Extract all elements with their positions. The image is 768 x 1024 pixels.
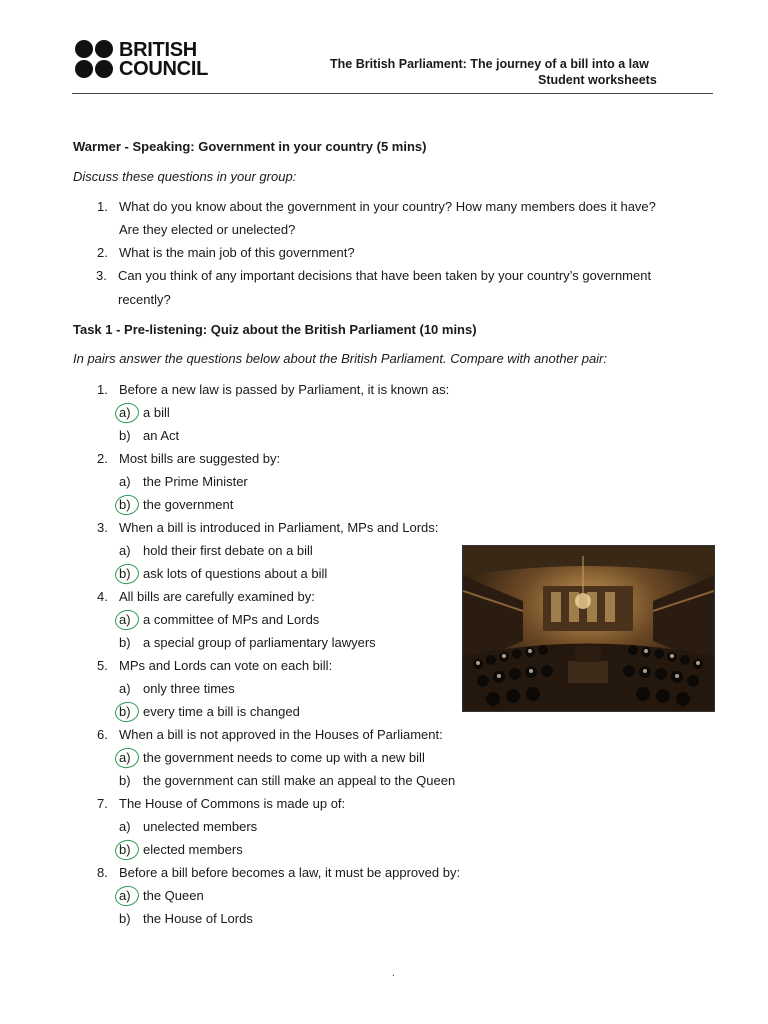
answer-circle-mark xyxy=(113,700,141,725)
quiz-option-text: the Prime Minister xyxy=(143,474,248,489)
answer-circle-mark xyxy=(113,401,141,426)
question-text: What is the main job of this government? xyxy=(119,245,355,260)
quiz-option-text: a special group of parliamentary lawyers xyxy=(143,635,376,650)
quiz-option-letter: a) xyxy=(119,750,131,765)
quiz-option-letter: a) xyxy=(119,405,131,420)
quiz-question-number: 5. xyxy=(97,658,108,673)
logo-dots-icon xyxy=(75,40,115,80)
quiz-question-text: All bills are carefully examined by: xyxy=(119,589,315,604)
quiz-question-number: 7. xyxy=(97,796,108,811)
quiz-question-text: When a bill is not approved in the Houses of Parliament: xyxy=(119,727,443,742)
quiz-question-number: 3. xyxy=(97,520,108,535)
logo-text-line1: BRITISH xyxy=(119,39,197,61)
quiz-option-letter: a) xyxy=(119,888,131,903)
answer-circle-mark xyxy=(113,746,141,771)
header-divider xyxy=(72,93,713,94)
quiz-option-letter: b) xyxy=(119,635,131,650)
quiz-question-number: 1. xyxy=(97,382,108,397)
logo-text-line2: COUNCIL xyxy=(119,58,209,80)
parliament-chamber-photo xyxy=(462,545,715,712)
quiz-option-letter: b) xyxy=(119,566,131,581)
quiz-question-number: 6. xyxy=(97,727,108,742)
question-number: 2. xyxy=(97,245,108,260)
quiz-option-letter: b) xyxy=(119,428,131,443)
task1-heading: Task 1 - Pre-listening: Quiz about the British Parliament (10 mins) xyxy=(73,322,477,337)
quiz-question-number: 8. xyxy=(97,865,108,880)
quiz-option-letter: b) xyxy=(119,773,131,788)
quiz-option-text: a bill xyxy=(143,405,170,420)
quiz-option-letter: a) xyxy=(119,819,131,834)
quiz-option-text: an Act xyxy=(143,428,180,443)
british-council-logo xyxy=(75,40,225,80)
quiz-option-letter: a) xyxy=(119,612,131,627)
quiz-question-text: The House of Commons is made up of: xyxy=(119,796,346,811)
answer-circle-mark xyxy=(113,838,141,863)
answer-circle-mark xyxy=(113,562,141,587)
answer-circle-mark xyxy=(113,493,141,518)
task1-instruction: In pairs answer the questions below about the British Parliament. Compare with another pair: xyxy=(73,351,608,366)
quiz-option-text: only three times xyxy=(143,681,235,696)
document-subtitle: Student worksheets xyxy=(538,73,657,87)
quiz-option-letter: b) xyxy=(119,842,131,857)
quiz-option-text: unelected members xyxy=(143,819,258,834)
quiz-question-number: 4. xyxy=(97,589,108,604)
question-text-continued: Are they elected or unelected? xyxy=(119,222,296,237)
quiz-option-text: the House of Lords xyxy=(143,911,253,926)
quiz-option-letter: a) xyxy=(119,681,131,696)
quiz-question-text: Before a new law is passed by Parliament, it is known as: xyxy=(119,382,450,397)
document-title: The British Parliament: The journey of a bill into a law xyxy=(330,57,649,71)
question-text-continued: recently? xyxy=(118,292,171,307)
question-text: What do you know about the government in your country? How many members does it have? xyxy=(119,199,656,214)
quiz-option-letter: b) xyxy=(119,911,131,926)
quiz-option-letter: b) xyxy=(119,704,131,719)
quiz-option-text: a committee of MPs and Lords xyxy=(143,612,320,627)
answer-circle-mark xyxy=(113,608,141,633)
warmer-instruction: Discuss these questions in your group: xyxy=(73,169,297,184)
quiz-option-text: the government needs to come up with a new bill xyxy=(143,750,425,765)
question-number: 1. xyxy=(97,199,108,214)
quiz-option-text: the government xyxy=(143,497,234,512)
answer-circle-mark xyxy=(113,884,141,909)
quiz-question-text: Most bills are suggested by: xyxy=(119,451,281,466)
question-number: 3. xyxy=(96,268,107,283)
quiz-option-text: hold their first debate on a bill xyxy=(143,543,313,558)
quiz-option-letter: a) xyxy=(119,543,131,558)
quiz-option-text: elected members xyxy=(143,842,243,857)
quiz-option-text: the government can still make an appeal to the Queen xyxy=(143,773,456,788)
quiz-question-text: MPs and Lords can vote on each bill: xyxy=(119,658,333,673)
quiz-option-text: ask lots of questions about a bill xyxy=(143,566,328,581)
quiz-question-text: When a bill is introduced in Parliament, MPs and Lords: xyxy=(119,520,439,535)
quiz-question-number: 2. xyxy=(97,451,108,466)
warmer-heading: Warmer - Speaking: Government in your country (5 mins) xyxy=(73,139,427,154)
quiz-question-text: Before a bill before becomes a law, it must be approved by: xyxy=(119,865,461,880)
quiz-option-letter: b) xyxy=(119,497,131,512)
quiz-option-text: the Queen xyxy=(143,888,204,903)
quiz-option-text: every time a bill is changed xyxy=(143,704,300,719)
question-text: Can you think of any important decisions that have been taken by your country’s government xyxy=(118,268,652,283)
quiz-option-letter: a) xyxy=(119,474,131,489)
footer-mark: . xyxy=(392,968,395,979)
